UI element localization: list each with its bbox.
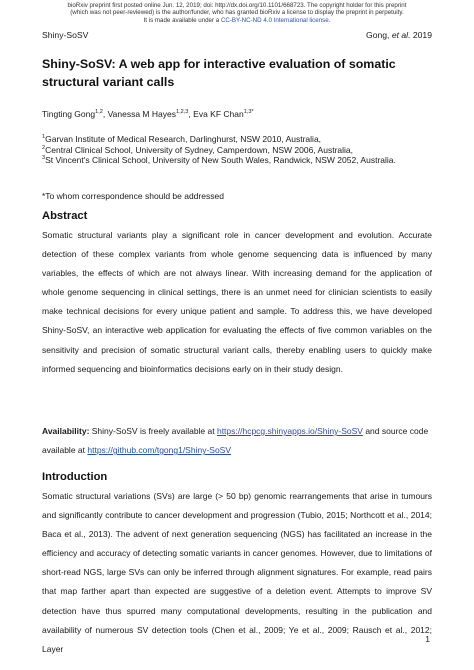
- paper-title: Shiny-SoSV: A web app for interactive evaluation of somatic structural variant calls: [42, 57, 396, 89]
- preprint-notice: [0, 2, 474, 24]
- availability-label: Availability:: [42, 426, 90, 436]
- affiliation-number: 3: [42, 155, 46, 162]
- license-prefix: It is made available under a: [143, 16, 221, 24]
- affiliation-item: [42, 155, 434, 166]
- affiliation-item: [42, 145, 434, 156]
- author-list: [42, 109, 254, 119]
- correspondence-note: *To whom correspondence should be addressed: [42, 191, 224, 201]
- running-head-left: Shiny-SoSV: [42, 30, 89, 40]
- abstract-text: Somatic structural variants play a significant role in cancer development and evolution. Accurate detection of these complex variants from whole genome sequencing data is influenced by many variables, the effects of which are not always linear. With increasing demand for the application of whole genome sequencing in clinical settings, there is an unmet need for clinician scientists to easily make technical decisions for every unique patient and sample. To address this, we have developed Shiny-SoSV, an interactive web application for evaluating the effects of five common variables on the sensitivity and precision of somatic structural variant calls, thereby enabling users to quickly make informed sequencing and bioinformatics decisions early on in their study design.: [42, 230, 432, 374]
- running-head-etal: et al.: [391, 30, 411, 40]
- web-app-link[interactable]: https://hcpcg.shinyapps.io/Shiny-SoSV: [216, 426, 363, 436]
- author-affil-sup: 1,2,3: [175, 109, 189, 116]
- license-suffix: .: [328, 16, 331, 24]
- affiliation-text: Garvan Institute of Medical Research, Darlinghurst, NSW 2010, Australia,: [45, 134, 322, 144]
- affiliation-number: 1: [42, 134, 46, 141]
- introduction-heading: Introduction: [42, 471, 108, 483]
- author-name: Vanessa M Hayes: [107, 109, 176, 119]
- author-separator: ,: [102, 109, 108, 119]
- author-affil-sup: 1,2: [95, 109, 103, 116]
- preprint-notice-line-2: (which was not peer-reviewed) is the author/funder, who has granted bioRxiv a license to display the preprint in perpetuity.: [70, 9, 404, 17]
- affiliation-text: Central Clinical School, University of Sydney, Camperdown, NSW 2006, Australia,: [45, 144, 353, 155]
- page-number: 1: [425, 634, 430, 644]
- author-name: Eva KF Chan: [193, 109, 244, 119]
- author-affil-sup: 1,3*: [243, 109, 254, 116]
- affiliation-text: St Vincent's Clinical School, University of New South Wales, Randwick, NSW 2052, Australia.: [45, 155, 396, 166]
- affiliations: [42, 134, 434, 166]
- availability-paragraph: [42, 422, 432, 460]
- preprint-notice-line-1: bioRxiv preprint first posted online Jun. 12, 2019; doi: http://dx.doi.org/10.1101/668723. The copyright holder for this preprint: [67, 2, 407, 9]
- affiliation-item: [42, 134, 434, 145]
- running-head-right: [366, 30, 432, 40]
- author-name: Tingting Gong: [42, 109, 96, 119]
- running-head: [42, 30, 432, 40]
- author-separator: ,: [188, 109, 194, 119]
- license-link[interactable]: CC-BY-NC-ND 4.0 International license: [220, 16, 329, 24]
- running-head-year: 2019: [410, 30, 432, 40]
- introduction-text: Somatic structural variations (SVs) are large (> 50 bp) genomic rearrangements that arise in tumours and significantly contribute to cancer development and progression (Tubio, 2015; Northcott et al., 2014; Baca et al., 2013). The advent of next generation sequencing (NGS) has facilitated an increase in the efficiency and accuracy of detecting somatic variants in cancer genomes. However, due to limitations of short-read NGS, large SVs can only be inferred through alignment signatures. For example, read pairs that map farther apart than expected are suggestive of a deletion event. Attempts to improve SV detection have thus spurred many computational developments, resulting in the publication and availability of numerous SV detection tools (Chen et al., 2009; Ye et al., 2009; Rausch et al., 2012; Layer: [42, 491, 432, 654]
- source-code-link[interactable]: https://github.com/tgong1/Shiny-SoSV: [87, 445, 232, 456]
- abstract-heading: Abstract: [42, 210, 88, 222]
- availability-text: and source code available at: [42, 426, 429, 456]
- running-head-author: Gong,: [366, 30, 392, 40]
- availability-text: Shiny-SoSV is freely available at: [89, 426, 217, 436]
- preprint-notice-line-3: [0, 17, 474, 24]
- affiliation-number: 2: [42, 144, 46, 151]
